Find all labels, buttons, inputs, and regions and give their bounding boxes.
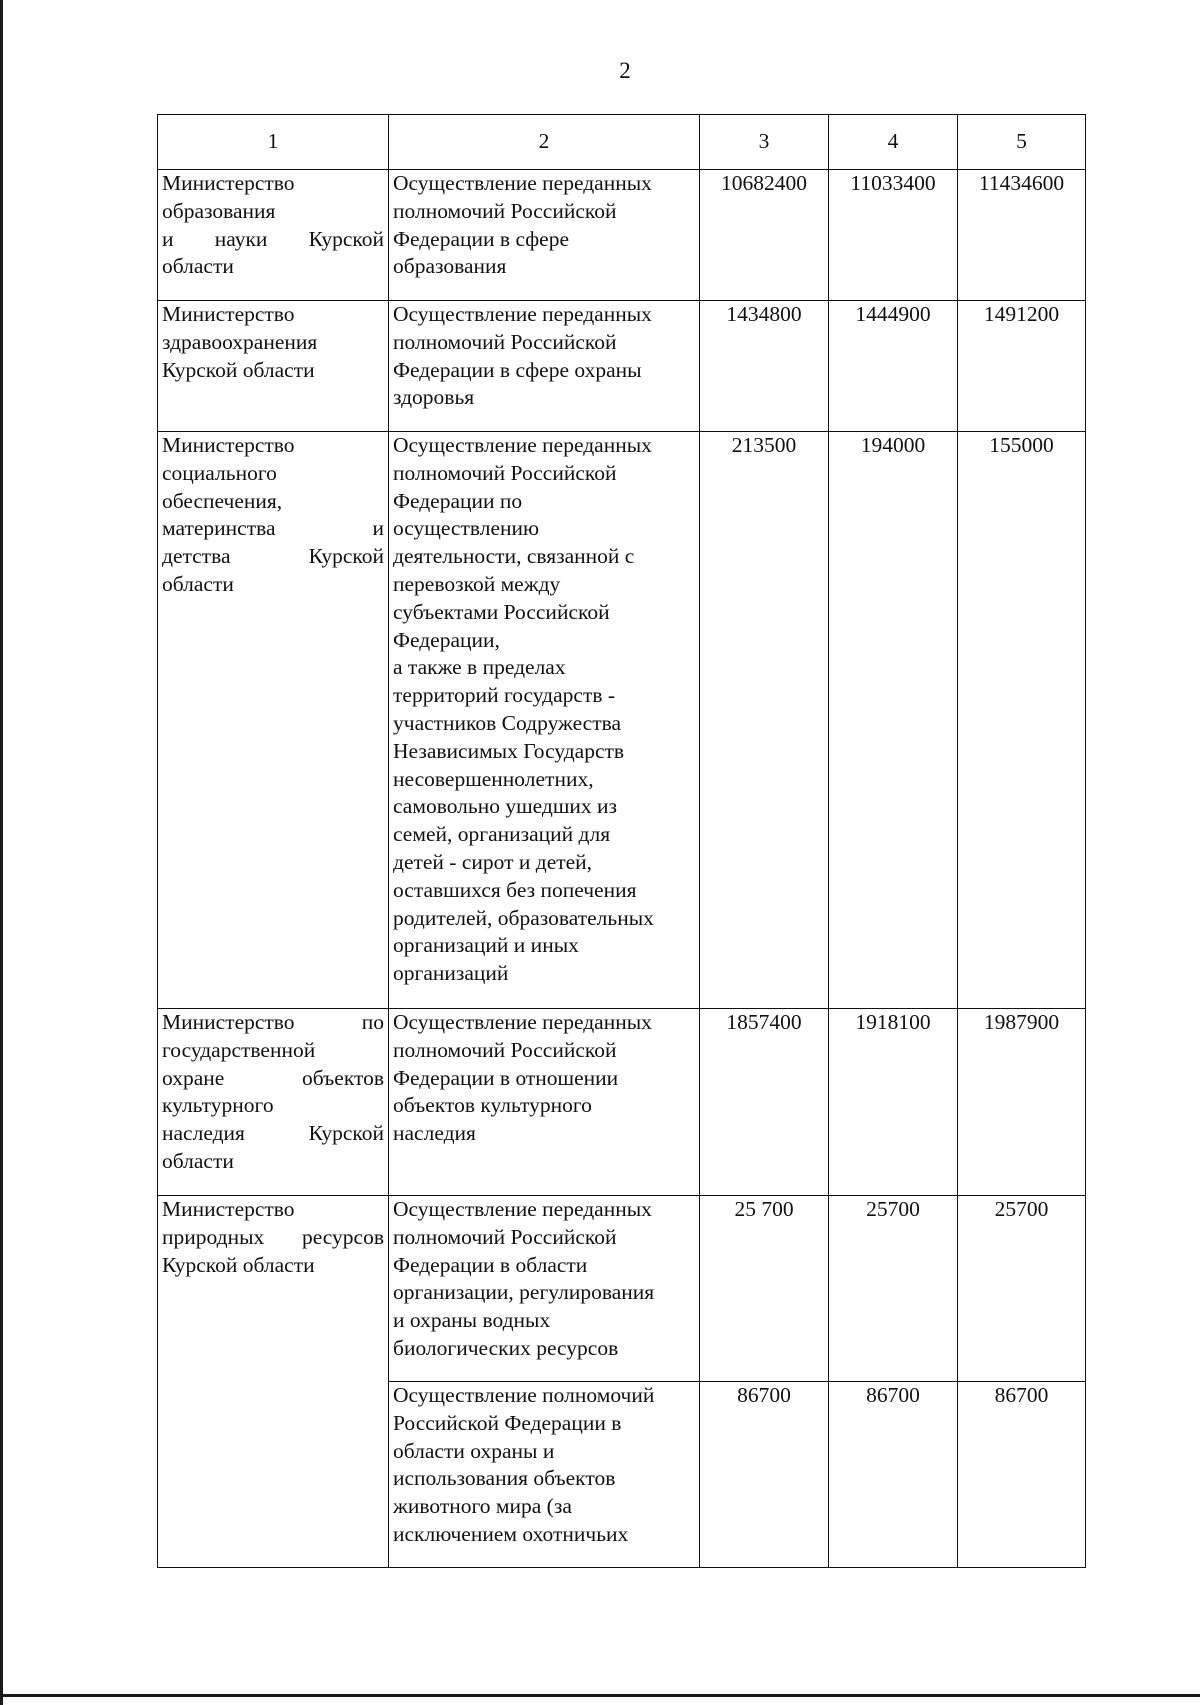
description-line: полномочий Российской <box>393 198 617 223</box>
value-cell: 1857400 <box>700 1009 829 1196</box>
table-row <box>158 432 1086 1009</box>
ministry-line: Курской области <box>162 357 315 382</box>
ministry-line: Министерство <box>162 1197 295 1221</box>
value-cell: 10682400 <box>700 170 829 301</box>
ministry-line: детства Курской <box>162 544 384 569</box>
description-line: Независимых Государств <box>393 738 625 763</box>
ministry-line: государственной <box>162 1037 316 1062</box>
ministry-line: области <box>162 1148 234 1173</box>
description-line: Осуществление переданных <box>393 1197 652 1221</box>
ministry-cell <box>158 1009 389 1196</box>
description-line: детей - сирот и детей, <box>393 849 593 874</box>
value-cell: 86700 <box>958 1382 1086 1568</box>
ministry-line: охране объектов <box>162 1065 384 1090</box>
column-header: 4 <box>829 115 958 170</box>
description-line: биологических ресурсов <box>393 1335 619 1360</box>
table-row <box>158 301 1086 432</box>
description-cell <box>389 170 700 301</box>
description-line: оставшихся без попечения <box>393 877 637 902</box>
value-cell: 1918100 <box>829 1009 958 1196</box>
value-cell: 1491200 <box>958 301 1086 432</box>
ministry-line: и науки Курской <box>162 226 384 251</box>
ministry-line: наследия Курской <box>162 1121 384 1146</box>
description-line: осуществлению <box>393 516 540 541</box>
description-line: организаций <box>393 961 509 986</box>
description-line: и охраны водных <box>393 1308 551 1333</box>
description-line: несовершеннолетних, <box>393 766 594 791</box>
description-line: Осуществление полномочий <box>393 1383 655 1407</box>
description-line: объектов культурного <box>393 1093 592 1118</box>
page-number: 2 <box>619 58 631 83</box>
value-cell: 25 700 <box>700 1196 829 1382</box>
ministry-cell <box>158 1196 389 1568</box>
description-cell <box>389 1196 700 1382</box>
description-line: Федерации, <box>393 627 500 652</box>
ministry-line: Министерство по <box>162 1010 384 1034</box>
description-line: Федерации в сфере охраны <box>393 357 642 382</box>
description-cell <box>389 1382 700 1568</box>
value-cell: 25700 <box>829 1196 958 1382</box>
description-line: полномочий Российской <box>393 329 617 354</box>
description-line: здоровья <box>393 385 475 410</box>
description-line: использования объектов <box>393 1466 616 1491</box>
value-cell: 1987900 <box>958 1009 1086 1196</box>
ministry-cell <box>158 432 389 1009</box>
column-header: 2 <box>389 115 700 170</box>
ministry-line: Курской области <box>162 1252 315 1277</box>
scan-border-bottom <box>0 1694 1200 1697</box>
description-line: перевозкой между <box>393 571 561 596</box>
value-cell: 155000 <box>958 432 1086 1009</box>
table-row <box>158 1196 1086 1382</box>
ministry-line: социального <box>162 460 277 485</box>
description-cell <box>389 432 700 1009</box>
description-line: Федерации в сфере <box>393 226 570 251</box>
value-cell: 86700 <box>700 1382 829 1568</box>
description-line: полномочий Российской <box>393 1224 617 1249</box>
table-row <box>158 170 1086 301</box>
description-line: участников Содружества <box>393 710 622 735</box>
ministry-line: Министерство <box>162 433 295 457</box>
description-line: родителей, образовательных <box>393 905 654 930</box>
column-header: 5 <box>958 115 1086 170</box>
description-line: полномочий Российской <box>393 460 617 485</box>
ministry-cell <box>158 301 389 432</box>
column-header: 3 <box>700 115 829 170</box>
value-cell: 86700 <box>829 1382 958 1568</box>
description-line: животного мира (за <box>393 1494 572 1519</box>
ministry-cell <box>158 170 389 301</box>
description-cell <box>389 1009 700 1196</box>
description-line: а также в пределах <box>393 655 566 680</box>
value-cell: 1434800 <box>700 301 829 432</box>
description-line: семей, организаций для <box>393 822 611 847</box>
table-row <box>158 1009 1086 1196</box>
ministry-line: здравоохранения <box>162 329 318 354</box>
description-line: субъектами Российской <box>393 599 610 624</box>
description-line: области охраны и <box>393 1438 555 1463</box>
ministry-line: области <box>162 254 234 279</box>
ministry-line: природных ресурсов <box>162 1224 384 1249</box>
ministry-line: области <box>162 571 234 596</box>
value-cell: 194000 <box>829 432 958 1009</box>
ministry-line: Министерство <box>162 171 295 195</box>
column-header: 1 <box>158 115 389 170</box>
description-line: Осуществление переданных <box>393 1010 652 1034</box>
description-line: Федерации в отношении <box>393 1065 619 1090</box>
description-line: Осуществление переданных <box>393 302 652 326</box>
value-cell: 25700 <box>958 1196 1086 1382</box>
value-cell: 11033400 <box>829 170 958 301</box>
ministry-line: образования <box>162 198 276 223</box>
ministry-line: материнства и <box>162 516 384 541</box>
value-cell: 11434600 <box>958 170 1086 301</box>
value-cell: 213500 <box>700 432 829 1009</box>
description-line: деятельности, связанной с <box>393 544 635 569</box>
ministry-line: культурного <box>162 1093 274 1118</box>
description-line: полномочий Российской <box>393 1037 617 1062</box>
ministry-line: Министерство <box>162 302 295 326</box>
description-line: Федерации по <box>393 488 523 513</box>
description-cell <box>389 301 700 432</box>
description-line: исключением охотничьих <box>393 1521 629 1546</box>
description-line: территорий государств - <box>393 683 616 708</box>
description-line: Осуществление переданных <box>393 433 652 457</box>
budget-table <box>157 114 1086 1568</box>
description-line: образования <box>393 254 507 279</box>
description-line: Осуществление переданных <box>393 171 652 195</box>
description-line: самовольно ушедших из <box>393 794 618 819</box>
table-header-row <box>158 115 1086 170</box>
description-line: организации, регулирования <box>393 1280 655 1305</box>
description-line: Федерации в области <box>393 1252 588 1277</box>
value-cell: 1444900 <box>829 301 958 432</box>
description-line: Российской Федерации в <box>393 1410 622 1435</box>
description-line: организаций и иных <box>393 933 579 958</box>
description-line: наследия <box>393 1121 476 1146</box>
ministry-line: обеспечения, <box>162 488 283 513</box>
scan-border-left <box>0 0 3 1705</box>
